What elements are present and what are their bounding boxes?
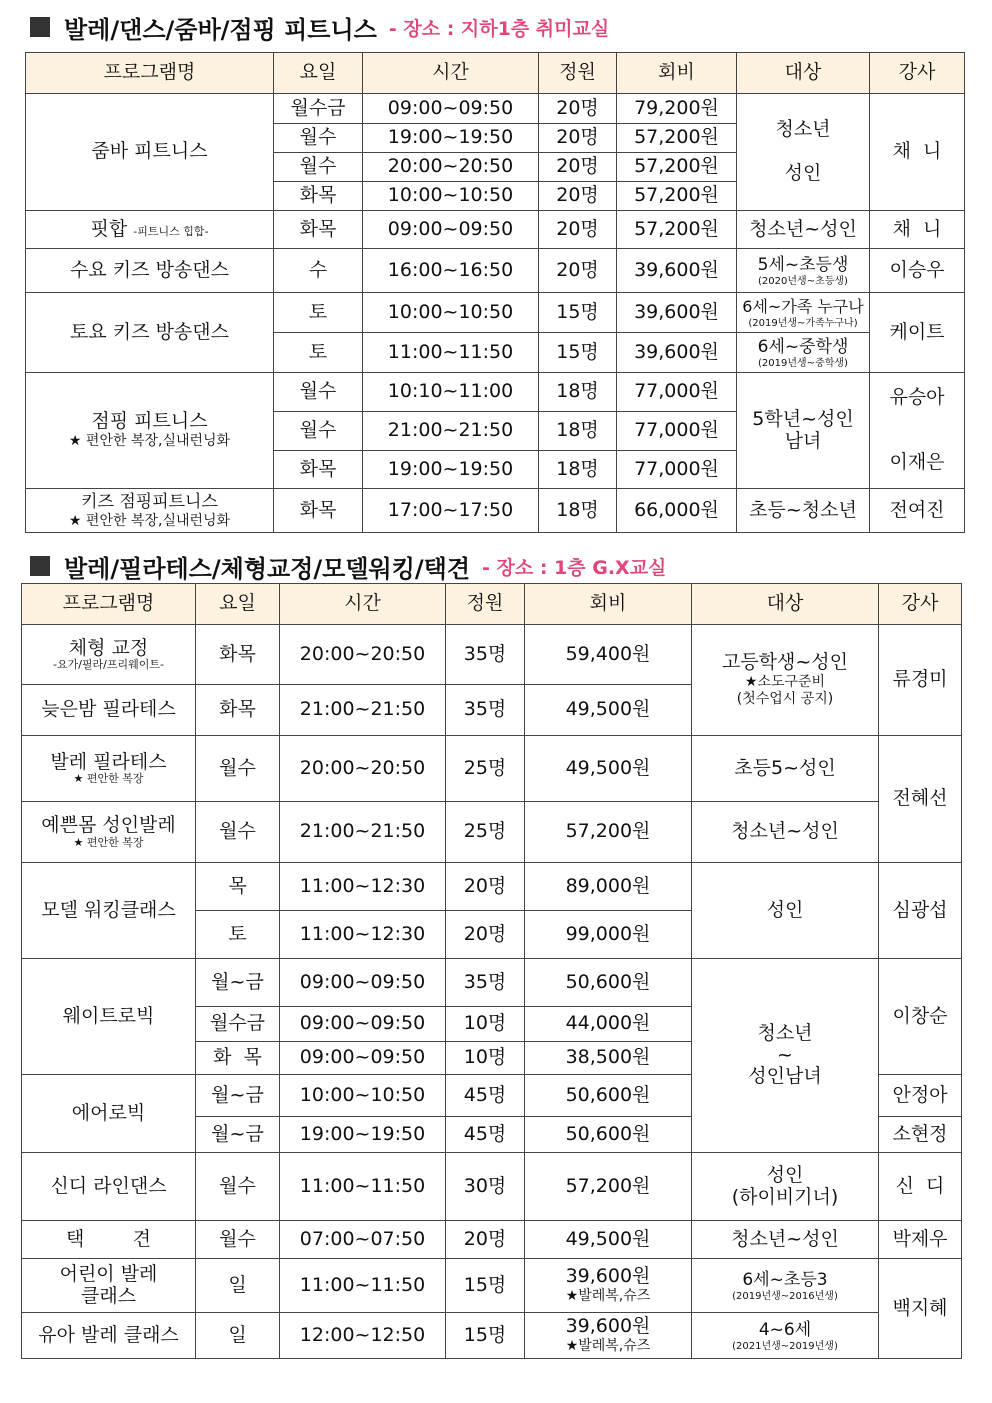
- day: 수: [274, 249, 363, 293]
- time: 09:00~09:50: [280, 1007, 446, 1042]
- day: 월수: [196, 736, 280, 802]
- program-name: 택 견: [22, 1221, 196, 1259]
- target: [692, 959, 879, 1153]
- table-header-row: [26, 53, 965, 94]
- day: 화목: [274, 211, 363, 249]
- capacity: 30명: [446, 1153, 525, 1221]
- fee: 50,600원: [525, 1117, 692, 1153]
- teacher-name: 유승아: [889, 385, 945, 408]
- header-program: 프로그램명: [26, 53, 274, 94]
- table-row: [26, 249, 965, 293]
- schedule-table-2: [21, 583, 962, 1359]
- table-row: [22, 802, 962, 863]
- program-name: 신디 라인댄스: [22, 1153, 196, 1221]
- program-name: 수요 키즈 방송댄스: [26, 249, 274, 293]
- target-note: ★소도구준비: [744, 674, 826, 691]
- day: 일: [196, 1313, 280, 1359]
- capacity: 35명: [446, 625, 525, 685]
- time: 20:00~20:50: [363, 153, 539, 182]
- time: 09:00~09:50: [280, 959, 446, 1007]
- program-note: ★ 편안한 복장: [73, 772, 144, 786]
- time: 19:00~19:50: [280, 1117, 446, 1153]
- target: 청소년~성인: [737, 211, 870, 249]
- target-subtext: (2019년생~2016년생): [732, 1290, 838, 1302]
- day: 월~금: [196, 1117, 280, 1153]
- table-row: [26, 293, 965, 333]
- time: 20:00~20:50: [280, 625, 446, 685]
- teacher: 백지혜: [879, 1259, 962, 1359]
- program-subtitle: -요가/필라/프리웨이트-: [53, 658, 164, 672]
- capacity: 18명: [539, 412, 617, 451]
- time: 21:00~21:50: [363, 412, 539, 451]
- target: [737, 293, 870, 333]
- capacity: 10명: [446, 1042, 525, 1075]
- day: 월수: [196, 1221, 280, 1259]
- target-line: 성인남녀: [748, 1065, 822, 1088]
- day: 월수: [274, 124, 363, 153]
- capacity: 18명: [539, 489, 617, 533]
- header-fee: 회비: [617, 53, 737, 94]
- target: 청소년~성인: [692, 1221, 879, 1259]
- fee: 49,500원: [525, 1221, 692, 1259]
- header-program: 프로그램명: [22, 584, 196, 625]
- day: 화목: [274, 489, 363, 533]
- day: 일: [196, 1259, 280, 1313]
- target-line: 청소년: [775, 118, 831, 141]
- schedule-table-1: [25, 52, 965, 533]
- section2-location: - 장소 : 1층 G.X교실: [482, 556, 667, 579]
- fee: 66,000원: [617, 489, 737, 533]
- target-subtext: (2019년생~중학생): [758, 357, 848, 369]
- target-line: ~: [777, 1043, 793, 1066]
- time: 10:00~10:50: [363, 293, 539, 333]
- time: 10:00~10:50: [280, 1075, 446, 1117]
- teacher-name: 이재은: [889, 451, 945, 474]
- fee-note: ★발레복,슈즈: [565, 1288, 651, 1305]
- target-line: (하이비기너): [731, 1185, 839, 1208]
- program-name-line: 어린이 발레: [59, 1262, 158, 1285]
- target: [692, 1313, 879, 1359]
- capacity: 15명: [539, 293, 617, 333]
- teacher: 전여진: [870, 489, 965, 533]
- target-line: 청소년: [757, 1021, 813, 1044]
- target-line: 남녀: [784, 429, 822, 452]
- header-teacher: 강사: [879, 584, 962, 625]
- table-row: [26, 211, 965, 249]
- table-row: [22, 863, 962, 911]
- header-day: 요일: [274, 53, 363, 94]
- table-row: [22, 1153, 962, 1221]
- target: [692, 625, 879, 736]
- target-text: 고등학생~성인: [721, 651, 849, 674]
- time: 11:00~11:50: [280, 1153, 446, 1221]
- target-subtext: (2019년생~가족누구나): [748, 317, 858, 329]
- table-row: [22, 1313, 962, 1359]
- capacity: 15명: [539, 333, 617, 373]
- header-target: 대상: [692, 584, 879, 625]
- program-name-text: 체형 교정: [68, 636, 149, 659]
- capacity: 35명: [446, 959, 525, 1007]
- target: 성인: [692, 863, 879, 959]
- program-name: 유아 발레 클래스: [22, 1313, 196, 1359]
- program-name: [22, 1259, 196, 1313]
- square-bullet-icon: [30, 17, 50, 37]
- capacity: 45명: [446, 1075, 525, 1117]
- program-note: ★ 편안한 복장,실내런닝화: [68, 433, 231, 450]
- day: 월수금: [274, 94, 363, 124]
- capacity: 20명: [539, 94, 617, 124]
- day: 월수: [196, 1153, 280, 1221]
- day: 토: [196, 911, 280, 959]
- capacity: 20명: [539, 182, 617, 211]
- teacher: 케이트: [870, 293, 965, 373]
- capacity: 25명: [446, 736, 525, 802]
- time: 17:00~17:50: [363, 489, 539, 533]
- table-row: [26, 94, 965, 124]
- fee: 50,600원: [525, 959, 692, 1007]
- target-text: 6세~중학생: [757, 337, 849, 358]
- program-name-line: 클래스: [80, 1284, 137, 1307]
- time: 11:00~12:30: [280, 911, 446, 959]
- target: 청소년~성인: [692, 802, 879, 863]
- target: [692, 1153, 879, 1221]
- teacher: [870, 373, 965, 489]
- table-row: [22, 1221, 962, 1259]
- header-time: 시간: [363, 53, 539, 94]
- table-row: [26, 489, 965, 533]
- day: 월~금: [196, 959, 280, 1007]
- fee: 57,200원: [617, 211, 737, 249]
- day: 토: [274, 293, 363, 333]
- header-time: 시간: [280, 584, 446, 625]
- day: 토: [274, 333, 363, 373]
- program-name: 웨이트로빅: [22, 959, 196, 1075]
- target: [737, 249, 870, 293]
- target-line: 5학년~성인: [752, 407, 854, 430]
- teacher: 박제우: [879, 1221, 962, 1259]
- target-subtext: (2020년생~초등생): [758, 275, 848, 287]
- capacity: 18명: [539, 451, 617, 489]
- fee: 39,600원: [617, 249, 737, 293]
- teacher: 이창순: [879, 959, 962, 1075]
- time: 19:00~19:50: [363, 124, 539, 153]
- fee: 38,500원: [525, 1042, 692, 1075]
- section1-heading: 발레/댄스/줌바/점핑 피트니스: [64, 15, 377, 44]
- program-name: 늦은밤 필라테스: [22, 685, 196, 736]
- capacity: 15명: [446, 1259, 525, 1313]
- fee-text: 39,600원: [565, 1315, 651, 1338]
- day: 화목: [274, 451, 363, 489]
- header-fee: 회비: [525, 584, 692, 625]
- program-name-text: 키즈 점핑피트니스: [81, 492, 218, 513]
- day: 월수: [196, 802, 280, 863]
- time: 10:00~10:50: [363, 182, 539, 211]
- table-row: [26, 373, 965, 412]
- day: 화목: [274, 182, 363, 211]
- day: 월수: [274, 373, 363, 412]
- fee: 99,000원: [525, 911, 692, 959]
- fee: 57,200원: [617, 153, 737, 182]
- fee: 77,000원: [617, 373, 737, 412]
- capacity: 18명: [539, 373, 617, 412]
- program-name: 모델 워킹클래스: [22, 863, 196, 959]
- capacity: 25명: [446, 802, 525, 863]
- target: [737, 373, 870, 489]
- day: 월수: [274, 153, 363, 182]
- time: 11:00~12:30: [280, 863, 446, 911]
- teacher: 소현정: [879, 1117, 962, 1153]
- program-name: 에어로빅: [22, 1075, 196, 1153]
- target-text: 6세~초등3: [742, 1270, 828, 1291]
- header-capacity: 정원: [539, 53, 617, 94]
- fee-text: 39,600원: [565, 1265, 651, 1288]
- table-row: [22, 736, 962, 802]
- fee: 59,400원: [525, 625, 692, 685]
- header-capacity: 정원: [446, 584, 525, 625]
- capacity: 20명: [446, 863, 525, 911]
- target-line: 성인: [766, 1163, 804, 1186]
- target-text: 6세~가족 누구나: [742, 297, 864, 317]
- target-text: 4~6세: [758, 1320, 812, 1341]
- capacity: 20명: [539, 153, 617, 182]
- program-name-text: 점핑 피트니스: [91, 410, 208, 433]
- time: 21:00~21:50: [280, 802, 446, 863]
- section1-title: [30, 10, 609, 44]
- target: 초등~청소년: [737, 489, 870, 533]
- program-name-text: 핏합: [90, 217, 128, 240]
- teacher: 전혜선: [879, 736, 962, 863]
- time: 20:00~20:50: [280, 736, 446, 802]
- time: 19:00~19:50: [363, 451, 539, 489]
- fee: 39,600원: [617, 293, 737, 333]
- program-name: 토요 키즈 방송댄스: [26, 293, 274, 373]
- capacity: 35명: [446, 685, 525, 736]
- fee: 77,000원: [617, 451, 737, 489]
- table-row: [22, 959, 962, 1007]
- target-line: 성인: [784, 161, 822, 184]
- time: 09:00~09:50: [280, 1042, 446, 1075]
- program-name: [22, 736, 196, 802]
- teacher: 심광섭: [879, 863, 962, 959]
- day: 화 목: [196, 1042, 280, 1075]
- section1-location: - 장소 : 지하1층 취미교실: [388, 17, 610, 40]
- capacity: 20명: [539, 211, 617, 249]
- program-name-text: 예쁜몸 성인발레: [41, 814, 176, 837]
- time: 11:00~11:50: [363, 333, 539, 373]
- capacity: 20명: [446, 1221, 525, 1259]
- fee: 57,200원: [525, 802, 692, 863]
- header-day: 요일: [196, 584, 280, 625]
- fee: 39,600원: [617, 333, 737, 373]
- capacity: 10명: [446, 1007, 525, 1042]
- program-name: [26, 211, 274, 249]
- time: 16:00~16:50: [363, 249, 539, 293]
- table-header-row: [22, 584, 962, 625]
- section2-title: [30, 549, 666, 583]
- teacher: 채 니: [870, 94, 965, 211]
- day: 월수금: [196, 1007, 280, 1042]
- day: 화목: [196, 685, 280, 736]
- fee: 44,000원: [525, 1007, 692, 1042]
- capacity: 20명: [539, 124, 617, 153]
- program-name: [22, 802, 196, 863]
- day: 월수: [274, 412, 363, 451]
- table-row: [22, 1259, 962, 1313]
- fee: 57,200원: [617, 182, 737, 211]
- fee: [525, 1313, 692, 1359]
- time: 09:00~09:50: [363, 94, 539, 124]
- target: [737, 94, 870, 211]
- fee: 49,500원: [525, 685, 692, 736]
- time: 12:00~12:50: [280, 1313, 446, 1359]
- time: 09:00~09:50: [363, 211, 539, 249]
- capacity: 20명: [446, 911, 525, 959]
- target-note: (첫수업시 공지): [736, 690, 834, 707]
- fee-note: ★발레복,슈즈: [565, 1338, 651, 1355]
- teacher: 안정아: [879, 1075, 962, 1117]
- target: [737, 333, 870, 373]
- fee: 89,000원: [525, 863, 692, 911]
- fee: 77,000원: [617, 412, 737, 451]
- program-note: ★ 편안한 복장: [73, 835, 144, 849]
- time: 11:00~11:50: [280, 1259, 446, 1313]
- target: 초등5~성인: [692, 736, 879, 802]
- header-target: 대상: [737, 53, 870, 94]
- fee: 79,200원: [617, 94, 737, 124]
- fee: 50,600원: [525, 1075, 692, 1117]
- time: 10:10~11:00: [363, 373, 539, 412]
- fee: 57,200원: [617, 124, 737, 153]
- teacher: 이승우: [870, 249, 965, 293]
- teacher: 류경미: [879, 625, 962, 736]
- target-text: 5세~초등생: [757, 255, 849, 276]
- time: 21:00~21:50: [280, 685, 446, 736]
- section2-heading: 발레/필라테스/체형교정/모델워킹/택견: [64, 554, 471, 583]
- fee: [525, 1259, 692, 1313]
- capacity: 45명: [446, 1117, 525, 1153]
- target-subtext: (2021년생~2019년생): [732, 1340, 838, 1352]
- teacher: 신 디: [879, 1153, 962, 1221]
- capacity: 15명: [446, 1313, 525, 1359]
- program-name: [26, 489, 274, 533]
- day: 화목: [196, 625, 280, 685]
- teacher: 채 니: [870, 211, 965, 249]
- program-name: [22, 625, 196, 685]
- target: [692, 1259, 879, 1313]
- fee: 49,500원: [525, 736, 692, 802]
- program-name: [26, 373, 274, 489]
- program-name: 줌바 피트니스: [26, 94, 274, 211]
- header-teacher: 강사: [870, 53, 965, 94]
- time: 07:00~07:50: [280, 1221, 446, 1259]
- fee: 57,200원: [525, 1153, 692, 1221]
- program-subtitle: -피트니스 힙합-: [133, 224, 209, 238]
- program-note: ★ 편안한 복장,실내런닝화: [68, 513, 231, 530]
- capacity: 20명: [539, 249, 617, 293]
- square-bullet-icon: [30, 556, 50, 576]
- program-name-text: 발레 필라테스: [50, 750, 167, 773]
- day: 월~금: [196, 1075, 280, 1117]
- day: 목: [196, 863, 280, 911]
- table-row: [22, 625, 962, 685]
